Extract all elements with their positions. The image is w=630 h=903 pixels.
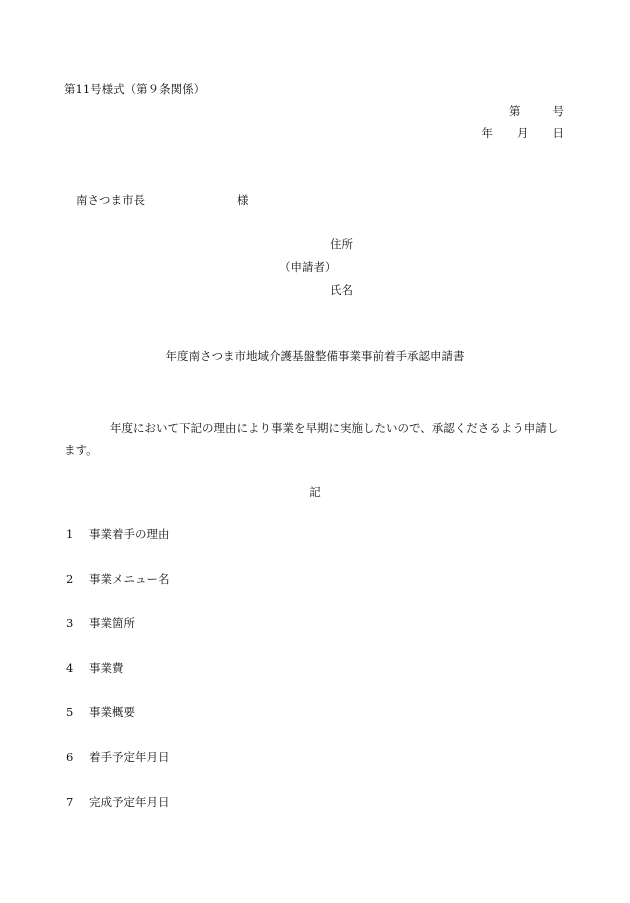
list-item [66, 794, 170, 842]
item-number: 3 [66, 616, 74, 631]
list-item [66, 618, 170, 663]
list-item [66, 529, 170, 574]
honorific: 様 [237, 193, 249, 207]
name-label: 氏名 [330, 283, 353, 297]
form-number: 第11号様式（第９条関係） [64, 82, 206, 96]
date-line [482, 128, 565, 140]
item-label: 着手予定年月日 [89, 749, 170, 764]
item-label: 完成予定年月日 [89, 794, 170, 809]
item-number: 1 [66, 527, 74, 541]
item-label: 事業概要 [89, 705, 135, 720]
list-item [66, 707, 170, 752]
ki-heading: 記 [309, 485, 321, 499]
item-label: 事業メニュー名 [89, 571, 170, 586]
item-number: 4 [66, 660, 74, 675]
list-item [66, 749, 170, 797]
recipient: 南さつま市長 [76, 193, 145, 207]
item-list [66, 529, 170, 841]
item-label: 事業着手の理由 [89, 527, 170, 541]
date-day: 日 [552, 126, 564, 140]
address-label: 住所 [330, 237, 353, 251]
item-number: 6 [66, 749, 74, 764]
date-year: 年 [481, 126, 493, 140]
number-prefix: 第 [509, 104, 521, 118]
item-number: 2 [66, 571, 74, 586]
applicant-label: （申請者） [279, 260, 337, 274]
item-label: 事業費 [89, 660, 124, 675]
date-month: 月 [517, 126, 529, 140]
addressee-line [76, 195, 249, 207]
list-item [66, 571, 170, 619]
document-number-line [509, 106, 564, 118]
number-suffix: 号 [552, 104, 564, 118]
body-paragraph: 年度において下記の理由により事業を早期に実施したいので、承認くださるよう申請します。 [64, 421, 559, 457]
document-title: 年度南さつま市地域介護基盤整備事業事前着手承認申請書 [165, 349, 465, 363]
list-item [66, 660, 170, 708]
item-label: 事業箇所 [89, 616, 135, 631]
item-number: 5 [66, 705, 74, 720]
item-number: 7 [66, 794, 74, 809]
